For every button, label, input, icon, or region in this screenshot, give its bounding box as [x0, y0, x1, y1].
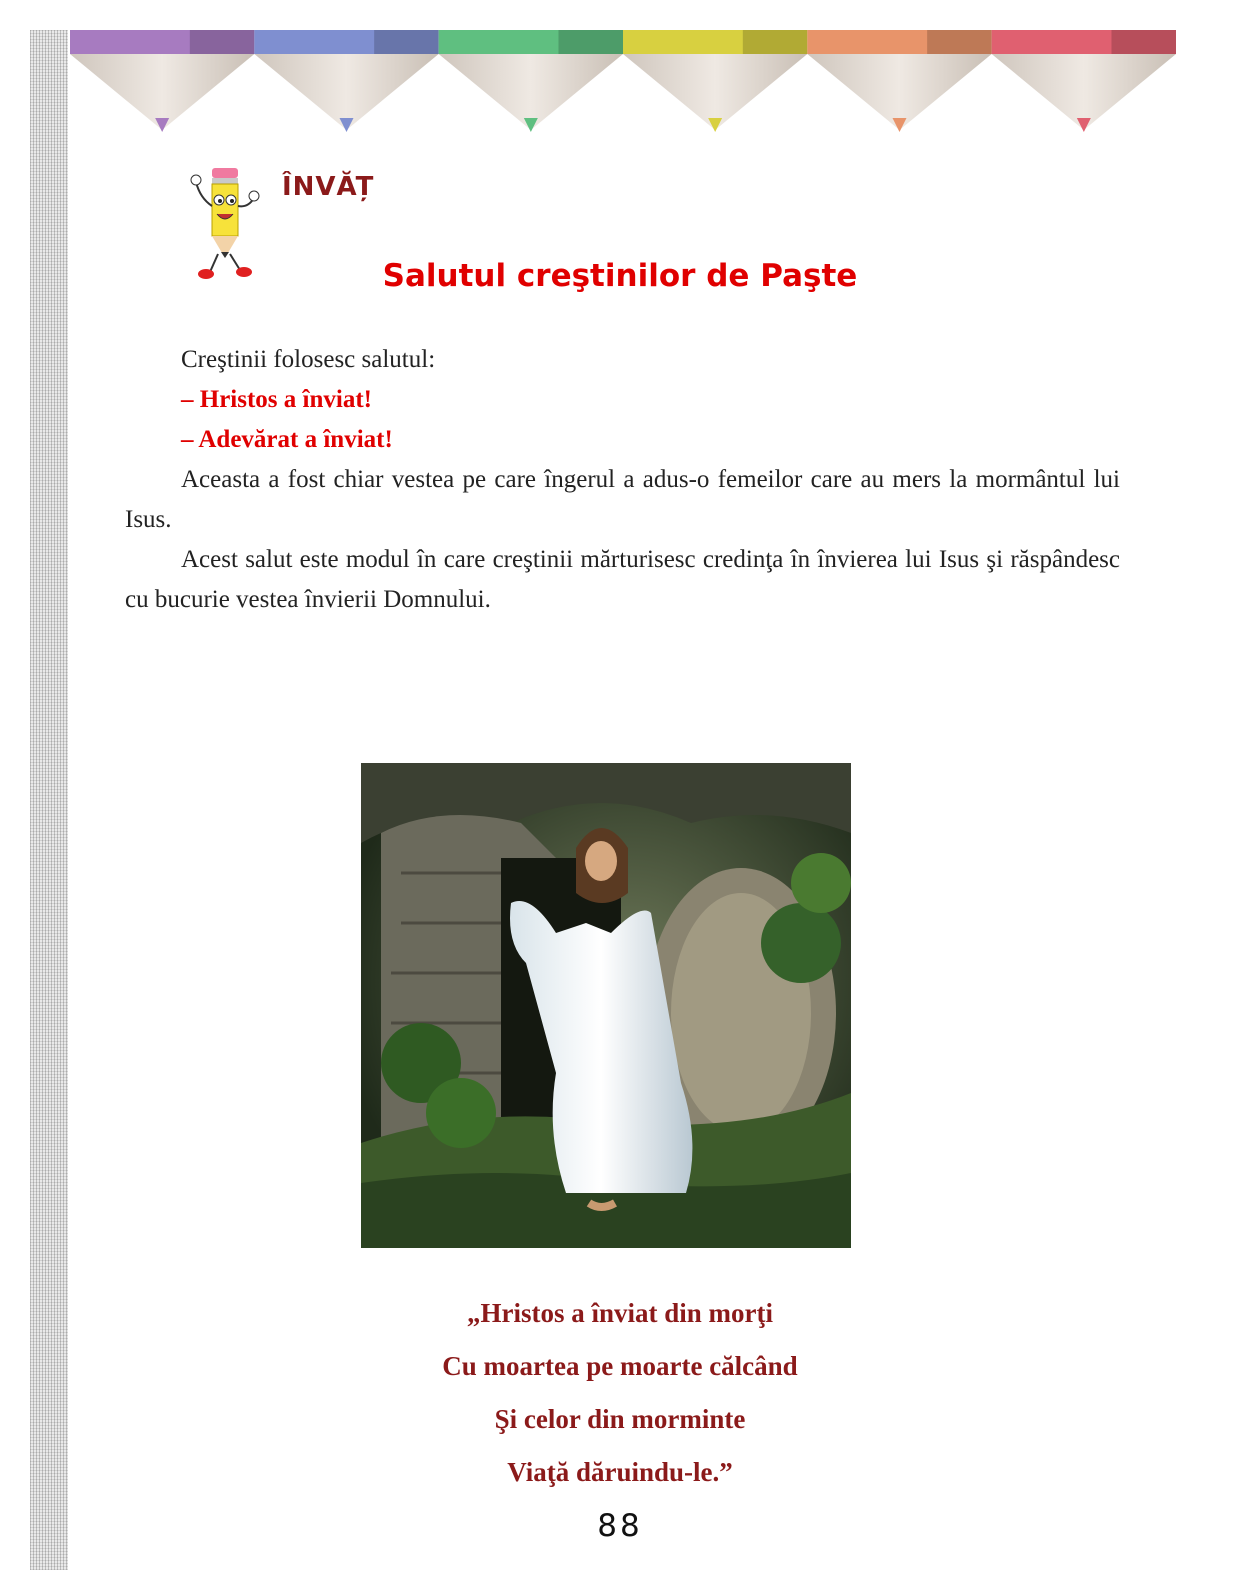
- colored-pencils-banner: [70, 30, 1176, 140]
- intro-line: Creştinii folosesc salutul:: [181, 346, 436, 373]
- verse-block: [0, 1287, 1240, 1499]
- pencil-band-shade: [190, 30, 255, 54]
- pencil-band-shade: [927, 30, 992, 54]
- verse-line-4: Viaţă dăruindu-le.”: [507, 1457, 733, 1487]
- pencil-band-shade: [743, 30, 808, 54]
- resurrection-painting: [361, 763, 851, 1248]
- verse-line-1: „Hristos a înviat din morţi: [466, 1298, 773, 1328]
- resurrection-illustration: [361, 763, 851, 1248]
- pencil-band-shade: [558, 30, 623, 54]
- verse-line-3: Şi celor din morminte: [494, 1404, 746, 1434]
- greeting-line-2: – Adevărat a înviat!: [181, 426, 393, 453]
- pencil-band-shade: [1111, 30, 1176, 54]
- body-text: [125, 340, 1120, 620]
- page-number: 88: [597, 1508, 643, 1544]
- pencil-band-shade: [374, 30, 439, 54]
- greeting-line-1: – Hristos a înviat!: [181, 386, 372, 413]
- verse-line-2: Cu moartea pe moarte călcând: [442, 1351, 798, 1381]
- paragraph-1: Aceasta a fost chiar vestea pe care îngerul a adus-o femeilor care au mers la mormântul lui Isus.: [125, 466, 1120, 533]
- page-title: Salutul creştinilor de Paşte: [382, 258, 858, 294]
- section-label: ÎNVĂȚ: [282, 172, 375, 202]
- paragraph-2: Acest salut este modul în care creştinii mărturisesc credinţa în învierea lui Isus şi răspândesc cu bucurie vestea învierii Domnului.: [125, 546, 1120, 613]
